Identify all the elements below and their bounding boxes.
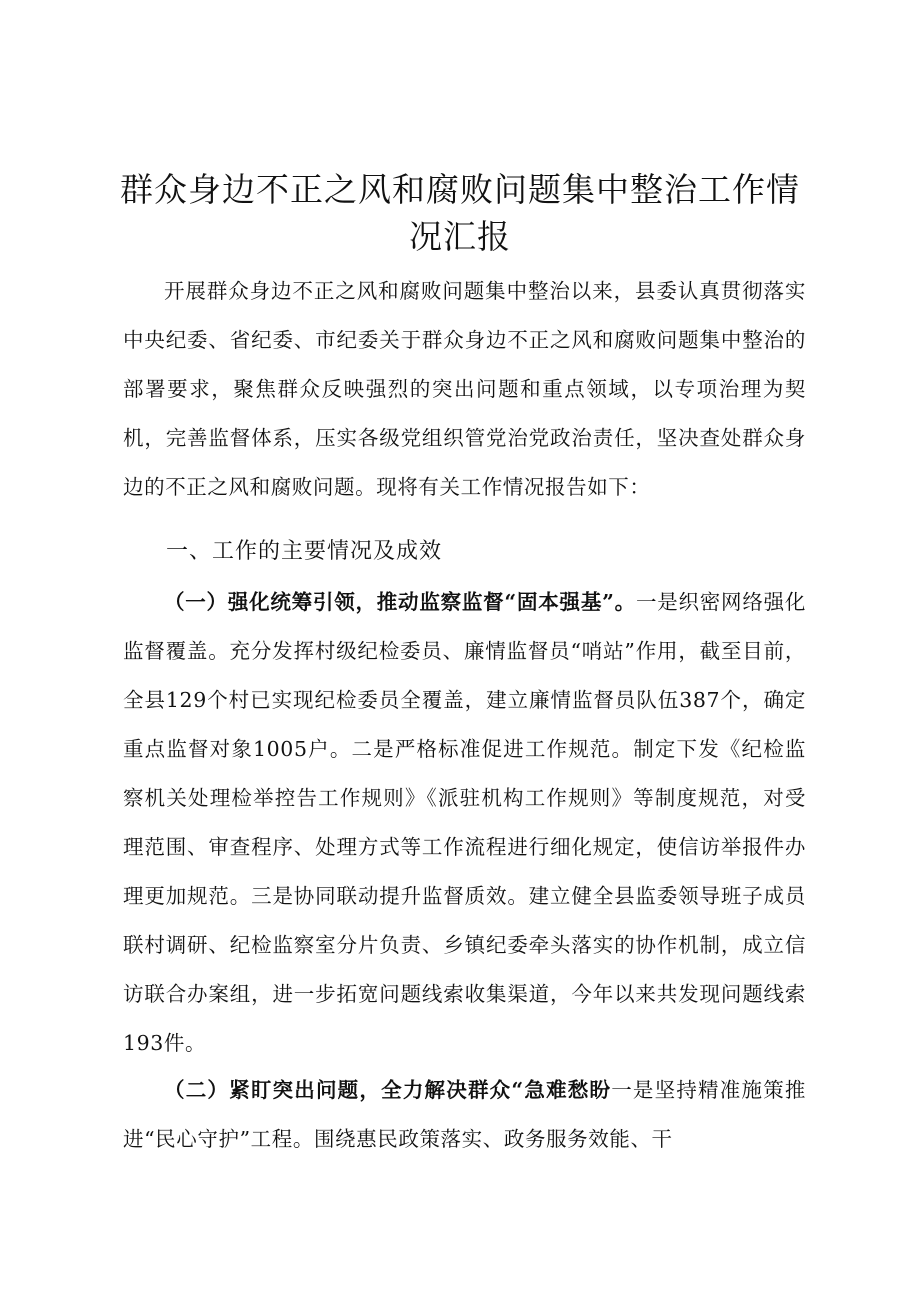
subsection-2-body: 一是坚持精准施策推进“民心守护”工程。围绕惠民政策落实、政务服务效能、干 [123, 1078, 807, 1151]
subsection-1-body: 一是织密网络强化监督覆盖。充分发挥村级纪检委员、廉情监督员“哨站”作用，截至目前，全县129个村已实现纪检委员全覆盖，建立廉情监督员队伍387个，确定重点监督对象1005户。二是严格标准促进工作规范。制定下发《纪检监察机关处理检举控告工作规则》《派驻机构工作规则》等制度规范，对受理范围、审查程序、处理方式等工作流程进行细化规定，使信访举报件办理更加规范。三是协同联动提升监督质效。建立健全县监委领导班子成员联村调研、纪检监察室分片负责、乡镇纪委牵头落实的协作机制，成立信访联合办案组，进一步拓宽问题线索收集渠道，今年以来共发现问题线索193件。 [123, 590, 806, 1055]
subsection-2-paragraph [123, 1066, 806, 1164]
intro-paragraph: 开展群众身边不正之风和腐败问题集中整治以来，县委认真贯彻落实中央纪委、省纪委、市纪委关于群众身边不正之风和腐败问题集中整治的部署要求，聚焦群众反映强烈的突出问题和重点领域，以专项治理为契机，完善监督体系，压实各级党组织管党治党政治责任，坚决查处群众身边的不正之风和腐败问题。现将有关工作情况报告如下： [123, 279, 806, 499]
section-heading: 一、工作的主要情况及成效 [166, 539, 443, 564]
subsection-2-heading: （二）紧盯突出问题，全力解决群众“急难愁盼 [164, 1078, 612, 1102]
document-title: 群众身边不正之风和腐败问题集中整治工作情况汇报 [120, 170, 800, 256]
subsection-1-heading: （一）强化统筹引领，推动监察监督“固本强基”。 [164, 590, 636, 614]
subsection-1-paragraph [123, 578, 806, 1068]
